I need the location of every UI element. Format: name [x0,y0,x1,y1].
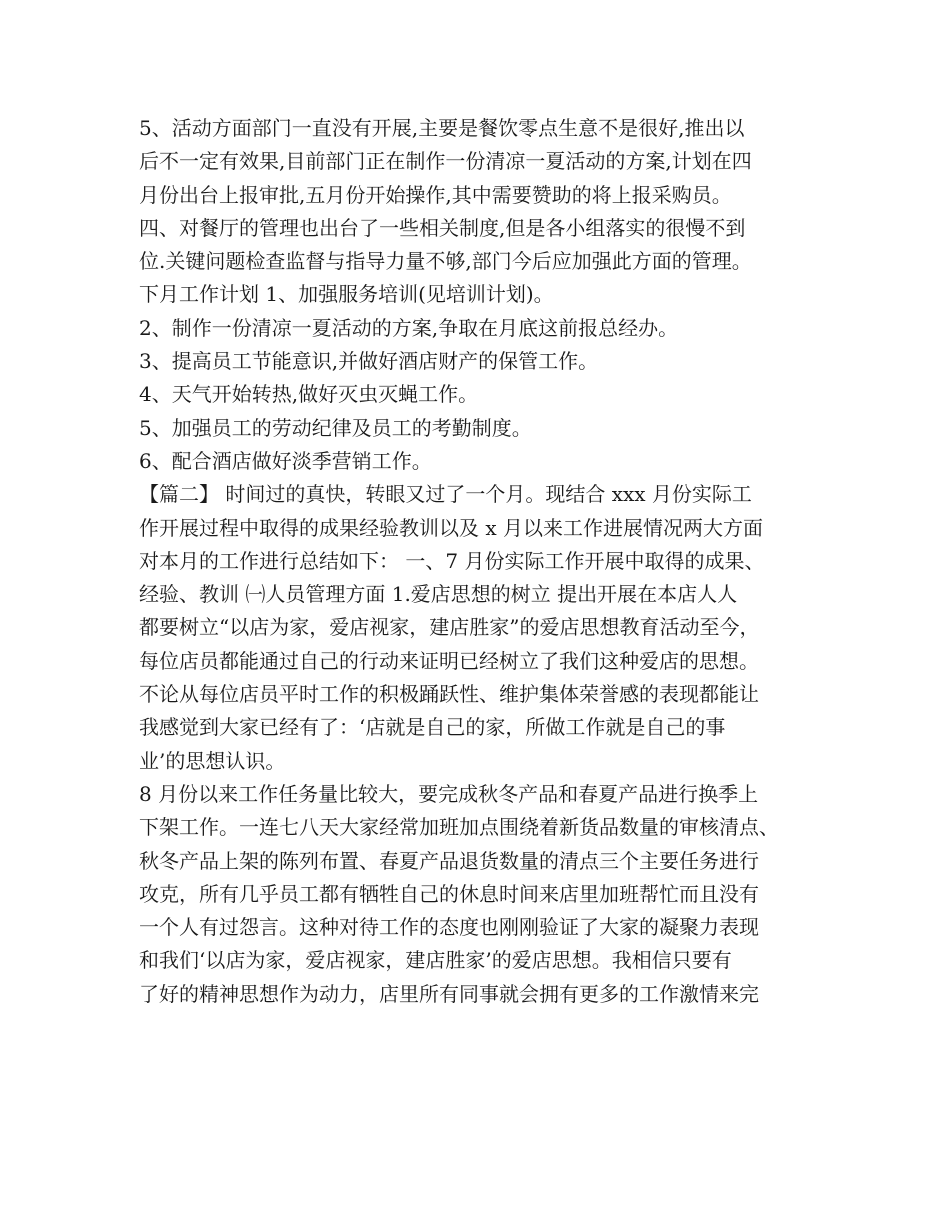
body-text [139,112,839,1011]
text-line: 和我们‘以店为家，爱店视家，建店胜家’的爱店思想。我相信只要有 [139,948,732,973]
text-line: 下架工作。一连七八天大家经常加班加点围绕着新货品数量的审核清点、 [139,815,779,840]
text-line: 6、配合酒店做好淡季营销工作。 [139,448,432,473]
text-line: 了好的精神思想作为动力，店里所有同事就会拥有更多的工作激情来完 [139,981,759,1006]
text-line: 5、加强员工的劳动纪律及员工的考勤制度。 [139,415,532,440]
text-line: 都要树立“以店为家，爱店视家，建店胜家”的爱店思想教育活动至今， [139,615,760,640]
text-line: 4、天气开始转热,做好灭虫灭蝇工作。 [139,382,479,407]
text-line: 月份出台上报审批,五月份开始操作,其中需要赞助的将上报采购员。 [139,182,732,207]
text-line: 秋冬产品上架的陈列布置、春夏产品退货数量的清点三个主要任务进行 [139,848,759,873]
text-line: 每位店员都能通过自己的行动来证明已经树立了我们这种爱店的思想。 [139,648,759,673]
text-line: 经验、教训 ㈠人员管理方面 1.爱店思想的树立 提出开展在本店人人 [139,582,738,607]
text-line: 业’的思想认识。 [139,748,286,773]
text-line: 攻克，所有几乎员工都有牺牲自己的休息时间来店里加班帮忙而且没有 [139,881,759,906]
text-line: 作开展过程中取得的成果经验教训以及 x 月以来工作进展情况两大方面 [139,515,763,540]
text-line: 【篇二】 时间过的真快，转眼又过了一个月。现结合 xxx 月份实际工 [139,482,752,507]
text-line: 下月工作计划 1、加强服务培训(见培训计划)。 [139,282,554,307]
text-line: 位.关键问题检查监督与指导力量不够,部门今后应加强此方面的管理。 [139,249,752,274]
text-line: 后不一定有效果,目前部门正在制作一份清凉一夏活动的方案,计划在四 [139,149,752,174]
text-line: 5、活动方面部门一直没有开展,主要是餐饮零点生意不是很好,推出以 [139,116,745,140]
text-line: 一个人有过怨言。这种对待工作的态度也刚刚验证了大家的凝聚力表现 [139,915,759,940]
text-line: 3、提高员工节能意识,并做好酒店财产的保管工作。 [139,349,599,374]
text-line: 不论从每位店员平时工作的积极踊跃性、维护集体荣誉感的表现都能让 [139,682,759,707]
text-line: 我感觉到大家已经有了：‘店就是自己的家，所做工作就是自己的事 [139,715,726,740]
text-line: 四、对餐厅的管理也出台了一些相关制度,但是各小组落实的很慢不到 [139,215,746,240]
text-line: 2、制作一份清凉一夏活动的方案,争取在月底这前报总经办。 [139,315,679,340]
text-line: 8 月份以来工作任务量比较大，要完成秋冬产品和春夏产品进行换季上 [139,781,759,806]
text-line: 对本月的工作进行总结如下： 一、7 月份实际工作开展中取得的成果、 [139,548,765,573]
